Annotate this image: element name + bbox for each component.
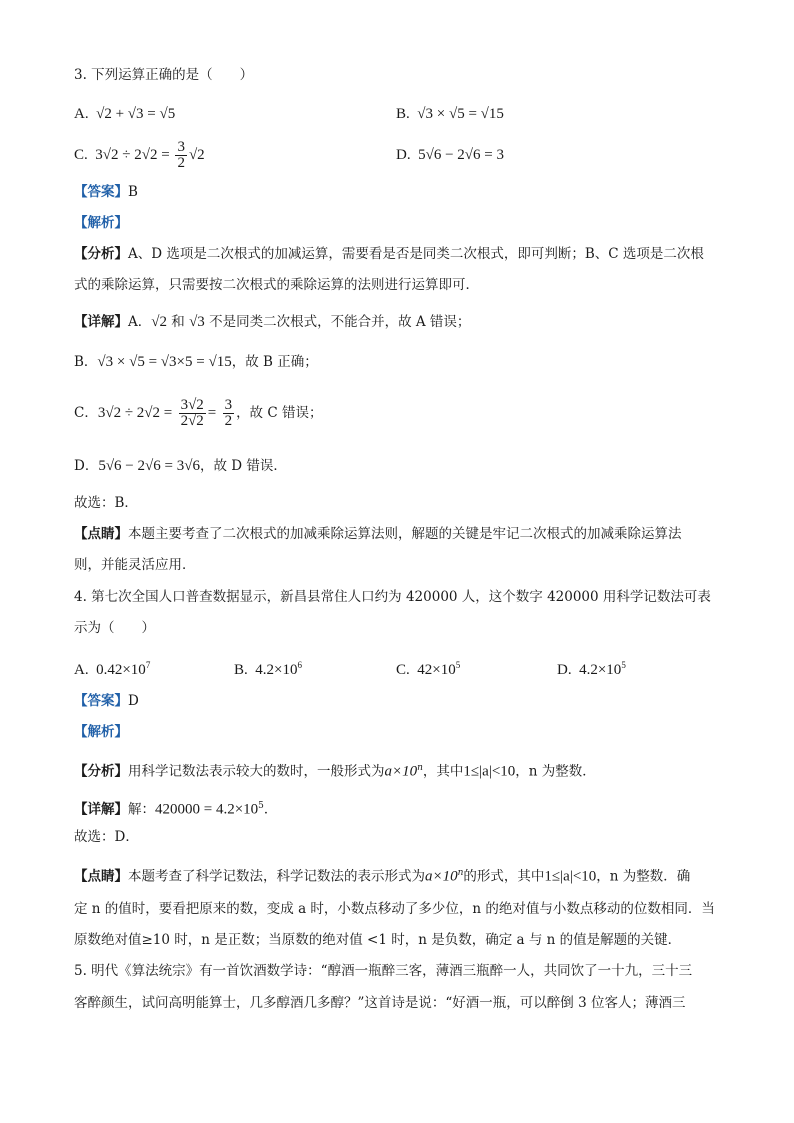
q4-analysis-tag: 【解析】 [74,724,128,740]
q3-fenxi-line1: 【分析】A、D 选项是二次根式的加减运算，需要看是否是同类二次根式，即可判断；B、C 选项是二次根 [74,246,704,262]
q5-line2: 客醉颜生，试问高明能算士，几多醇酒几多醇？”这首诗是说：“好酒一瓶，可以醉倒 3 位客人；薄酒三 [74,995,686,1011]
q4-option-c: C. $42\times 10^5$ [396,660,461,678]
q4-dianjing-line2: 定 n 的值时，要看把原来的数，变成 a 时，小数点移动了多少位，n 的绝对值与小数点移动的位数相同．当 [74,901,715,917]
q3-detail-d: D．5√6 − 2√6 = 3√6，故 D 错误． [74,458,287,474]
q3-option-c: C. 3√2 ÷ 2√2 = $\frac{3}{2}$ √2 [74,139,205,171]
q4-dianjing-line3: 原数绝对值≥10 时，n 是正数；当原数的绝对值 <1 时，n 是负数，确定 a 与 n 的值是解题的关键． [74,932,682,948]
q4-stem-line2: 示为（ ） [74,620,155,636]
q5-line1: 5. 明代《算法统宗》有一首饮酒数学诗：“醇酒一瓶醉三客，薄酒三瓶醉一人，共同饮了一十九，三十三 [74,963,693,979]
q4-answer: 【答案】D [74,693,139,709]
fraction: $\frac{3√2}{2√2}$ [180,397,204,429]
q3-stem: 3. 下列运算正确的是（ ） [74,67,254,83]
q3-detail-b: B．√3 × √5 = √3×5 = √15，故 B 正确； [74,354,318,370]
q3-fenxi-line2: 式的乘除运算，只需要按二次根式的乘除运算的法则进行运算即可． [74,277,479,293]
q4-choose: 故选：D． [74,829,139,845]
q3-choose: 故选：B． [74,495,138,511]
q4-detail: 【详解】解：$420000 = 4.2\times 10^5$． [74,801,278,818]
q3-analysis-tag: 【解析】 [74,215,128,231]
q3-detail-a: 【详解】A．√2 和 √3 不是同类二次根式，不能合并，故 A 错误； [74,314,471,330]
q3-option-a: A. √2 + √3 = √5 [74,106,176,122]
q4-option-d: D. $4.2\times 10^5$ [557,660,626,678]
q4-option-a: A. $0.42\times 10^7$ [74,660,151,678]
q4-option-b: B. $4.2\times 10^6$ [234,660,302,678]
q3-answer: 【答案】B [74,184,138,200]
q3-option-b: B. √3 × √5 = √15 [396,106,504,122]
q3-option-d: D. 5√6 − 2√6 = 3 [396,147,504,163]
q4-dianjing-line1: 【点睛】本题考查了科学记数法，科学记数法的表示形式为$a\times 10^n$的形式，其中1≤|a|<10，n 为整数．确 [74,868,691,885]
fraction: $\frac{3}{2}$ [177,139,185,171]
q4-stem-line1: 4. 第七次全国人口普查数据显示，新昌县常住人口约为 420000 人，这个数字 420000 用科学记数法可表 [74,589,711,605]
q3-dianjing-line1: 【点睛】本题主要考查了二次根式的加减乘除运算法则，解题的关键是牢记二次根式的加减乘除运算法 [74,526,682,542]
q3-dianjing-line2: 则，并能灵活应用． [74,557,196,573]
q3-detail-c: C．3√2 ÷ 2√2 = $\frac{3√2}{2√2}$ = $\frac{3}{2}$ ，故 C 错误； [74,397,323,429]
q4-fenxi: 【分析】用科学记数法表示较大的数时，一般形式为$a\times 10^n$，其中1≤|a|<10，n 为整数． [74,763,596,780]
fraction: $\frac{3}{2}$ [224,397,233,429]
